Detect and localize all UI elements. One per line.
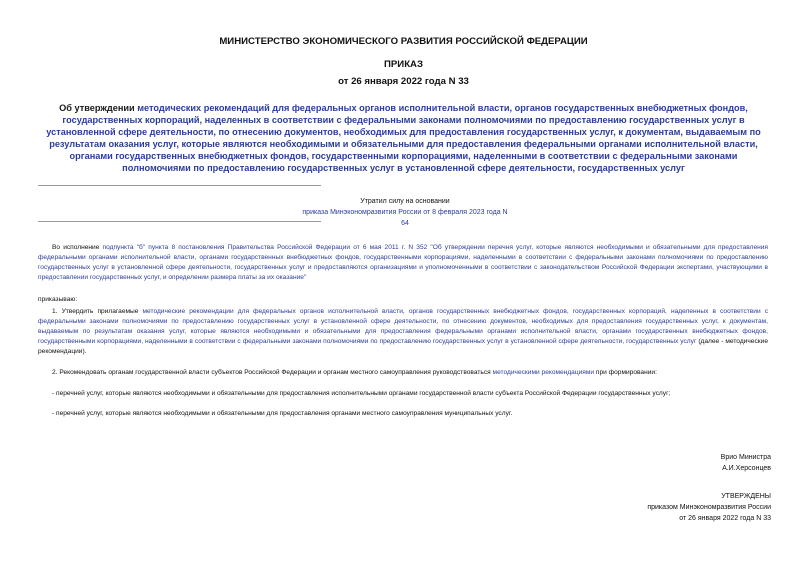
- ministry-name: МИНИСТЕРСТВО ЭКОНОМИЧЕСКОГО РАЗВИТИЯ РОССИЙСКОЙ ФЕДЕРАЦИИ: [219, 36, 588, 47]
- preamble-text: Во исполнение: [52, 244, 103, 251]
- item-2-text: 2. Рекомендовать органам государственной власти субъектов Российской Федерации и органам местного самоуправления руководствоваться: [52, 369, 493, 376]
- signature-name: А.И.Херсонцев: [722, 465, 771, 472]
- divider-top: [38, 185, 321, 186]
- item-1-text: 1. Утвердить прилагаемые: [52, 308, 143, 315]
- item-1-tail: (далее - методические рекомендации).: [38, 338, 768, 355]
- divider-bottom: [38, 221, 321, 222]
- approval-by: приказом Минэкономразвития России: [647, 504, 771, 511]
- approval-date: от 26 января 2022 года N 33: [679, 515, 771, 522]
- title-link[interactable]: методических рекомендаций для федеральных органов исполнительной власти, органов государственных внебюджетных фондов, государственных корпораций, наделенных в соответствии с федеральными законами полномочиями по предоставлению государственных услуг в установленной сфере деятельности, по отнесению документов, необходимых для предоставления государственных услуг, к документам, выдаваемым по результатам оказания услуг, которые являются необходимыми и обязательными для предоставления федеральными органами исполнительной власти, органами государственных внебюджетных фондов, государственными корпорациями, наделенными в соответствии с федеральными законами полномочиями по предоставлению государственных услуг в установленной сфере деятельности, государственных услуг: [46, 103, 761, 173]
- preamble-paragraph: [38, 243, 768, 283]
- status-link[interactable]: приказа Минэкономразвития России от 8 февраля 2023 года N 64: [302, 209, 508, 227]
- item-1-link[interactable]: методические рекомендации для федеральных органов исполнительной власти, органов государственных внебюджетных фондов, государственных корпораций, наделенных в соответствии с федеральными законами полномочиями по предоставлению государственных услуг в установленной сфере деятельности, по отнесению документов, необходимых для предоставления государственных услуг, к документам, выдаваемым по результатам оказания услуг, которые являются необходимыми и обязательными для предоставления федеральными органами исполнительной власти, органами государственных внебюджетных фондов, государственными корпорациями, наделенными в соответствии с федеральными законами полномочиями по предоставлению государственных услуг в установленной сфере деятельности, государственных услуг: [38, 308, 768, 345]
- item-2-link[interactable]: методическими рекомендациями: [492, 369, 595, 376]
- title-prefix: Об утверждении: [59, 103, 138, 113]
- item-2-tail: при формировании:: [594, 369, 657, 376]
- preamble-link[interactable]: подпункта "б" пункта 8 постановления Правительства Российской Федерации от 6 мая 2011 г. N 352 "Об утверждении перечня услуг, которые являются необходимыми и обязательными для предоставления федеральными органами исполнительной власти, органами государственных внебюджетных фондов, государственными корпорациями, наделенными в соответствии с федеральными законами полномочиями по предоставлению государственных услуг в установленной сфере деятельности, государственных услуг и предоставляются организациями и уполномоченными в соответствии с законодательством Российской Федерации экспертами, участвующими в предоставлении государственных услуг, и определении размера платы за их оказание": [38, 244, 769, 281]
- item-2-paragraph: [38, 368, 768, 378]
- bullet-2: - перечней услуг, которые являются необходимыми и обязательными для предоставления органами местного самоуправления муниципальных услуг.: [52, 410, 513, 417]
- status-note: [300, 196, 510, 229]
- signature-block: [721, 452, 771, 474]
- approval-block: [647, 491, 771, 524]
- item-1-paragraph: [38, 307, 768, 357]
- document-date: от 26 января 2022 года N 33: [338, 76, 469, 87]
- signature-position: Врио Министра: [720, 454, 771, 461]
- approval-title: УТВЕРЖДЕНЫ: [721, 493, 771, 500]
- bullet-1: - перечней услуг, которые являются необходимыми и обязательными для предоставления исполнительными органами государственной власти субъекта Российской Федерации государственных услуг;: [52, 390, 671, 397]
- status-line: Утратил силу на основании: [360, 198, 450, 205]
- document-type: ПРИКАЗ: [384, 59, 423, 70]
- document-title: [36, 102, 771, 174]
- order-word: приказываю:: [38, 296, 78, 303]
